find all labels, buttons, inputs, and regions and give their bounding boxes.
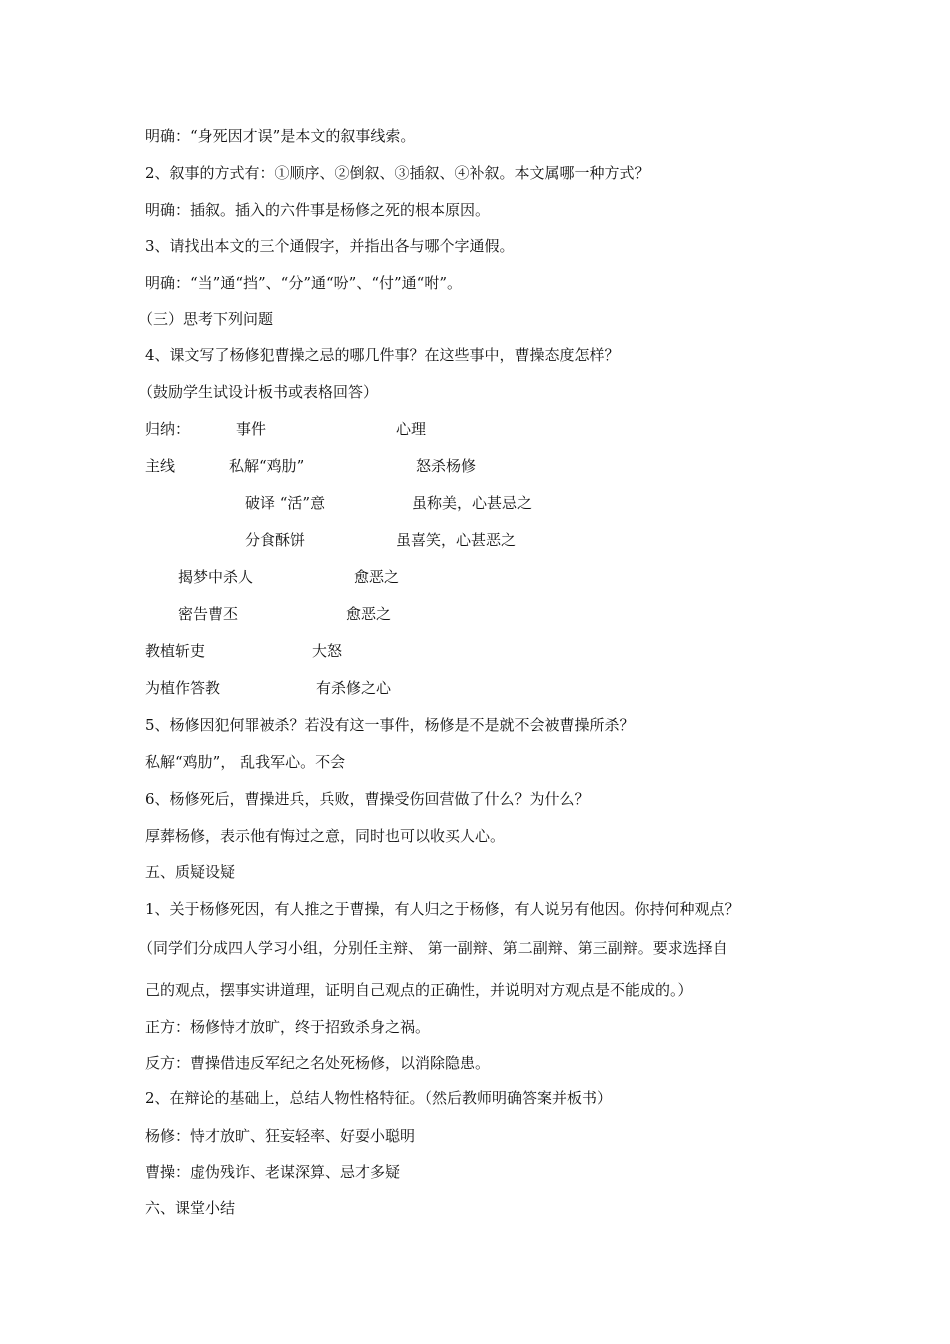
reaction-dislike-more-1: 愈恶之	[354, 568, 400, 586]
clarify-narrative-clue: 明确：“身死因才误”是本文的叙事线索。	[145, 127, 416, 145]
reaction-praise-jealous: 虽称美，心甚忌之	[412, 494, 533, 512]
reaction-intent-to-kill: 有杀修之心	[316, 679, 392, 697]
question-2-narrative-methods: 2、叙事的方式有：①顺序、②倒叙、③插叙、④补叙。本文属哪一种方式？	[145, 164, 650, 182]
debate-instructions-line-1: （同学们分成四人学习小组，分别任主辩、 第一副辩、第二副辩、第三副辩。要求选择自	[138, 939, 728, 957]
question-3-loan-characters: 3、请找出本文的三个通假字，并指出各与哪个字通假。	[145, 237, 515, 255]
reaction-laugh-dislike: 虽喜笑，心甚恶之	[396, 531, 517, 549]
answer-6: 厚葬杨修，表示他有悔过之意，同时也可以收买人心。	[145, 827, 506, 845]
debate-instructions-line-2: 己的观点，摆事实讲道理，证明自己观点的正确性，并说明对方观点是不能成的。）	[145, 981, 693, 999]
traits-cao-cao: 曹操：虚伪残诈、老谋深算、忌才多疑	[145, 1163, 401, 1181]
debate-question-1: 1、关于杨修死因，有人推之于曹操，有人归之于杨修，有人说另有他因。你持何种观点？	[145, 900, 740, 918]
event-write-answers: 为植作答教	[145, 679, 221, 697]
question-5-crime: 5、杨修因犯何罪被杀？若没有这一事件，杨修是不是就不会被曹操所杀？	[145, 716, 635, 734]
reaction-dislike-more-2: 愈恶之	[346, 605, 392, 623]
answer-5: 私解“鸡肋”， 乱我军心。不会	[145, 753, 346, 771]
event-share-pastry: 分食酥饼	[245, 531, 306, 549]
traits-yang-xiu: 杨修：恃才放旷、狂妄轻率、好耍小聪明	[145, 1127, 416, 1145]
reaction-furious: 大怒	[312, 642, 343, 660]
clarify-loan-characters: 明确：“当”通“挡”、“分”通“吩”、“付”通“咐”。	[145, 274, 463, 292]
question-6-after-death: 6、杨修死后，曹操进兵，兵败，曹操受伤回营做了什么？为什么？	[145, 790, 590, 808]
summary-label: 归纳：	[145, 420, 191, 438]
event-report-cao-pi: 密告曹丕	[178, 605, 239, 623]
clarify-flashback: 明确：插叙。插入的六件事是杨修之死的根本原因。	[145, 201, 491, 219]
section-6-heading: 六、课堂小结	[145, 1199, 236, 1217]
question-2-character-traits: 2、在辩论的基础上，总结人物性格特征。（然后教师明确答案并板书）	[145, 1089, 613, 1107]
con-side-view: 反方：曹操借违反军纪之名处死杨修，以消除隐患。	[145, 1054, 491, 1072]
section-3-heading: （三）思考下列问题	[138, 310, 274, 328]
pro-side-view: 正方：杨修恃才放旷，终于招致杀身之祸。	[145, 1018, 431, 1036]
column-header-psychology: 心理	[396, 420, 427, 438]
reaction-kill-yang-xiu: 怒杀杨修	[416, 457, 477, 475]
column-header-events: 事件	[236, 420, 267, 438]
event-dream-killing: 揭梦中杀人	[178, 568, 254, 586]
event-chicken-rib: 私解“鸡肋”	[229, 457, 305, 475]
event-decode-huo: 破译 “活”意	[245, 494, 326, 512]
event-teach-zhi-behead: 教植斩吏	[145, 642, 206, 660]
main-line-label: 主线	[145, 457, 176, 475]
question-4-incidents: 4、课文写了杨修犯曹操之忌的哪几件事？在这些事中，曹操态度怎样？	[145, 346, 620, 364]
hint-blackboard-table: （鼓励学生试设计板书或表格回答）	[138, 383, 379, 401]
section-5-heading: 五、质疑设疑	[145, 863, 236, 881]
